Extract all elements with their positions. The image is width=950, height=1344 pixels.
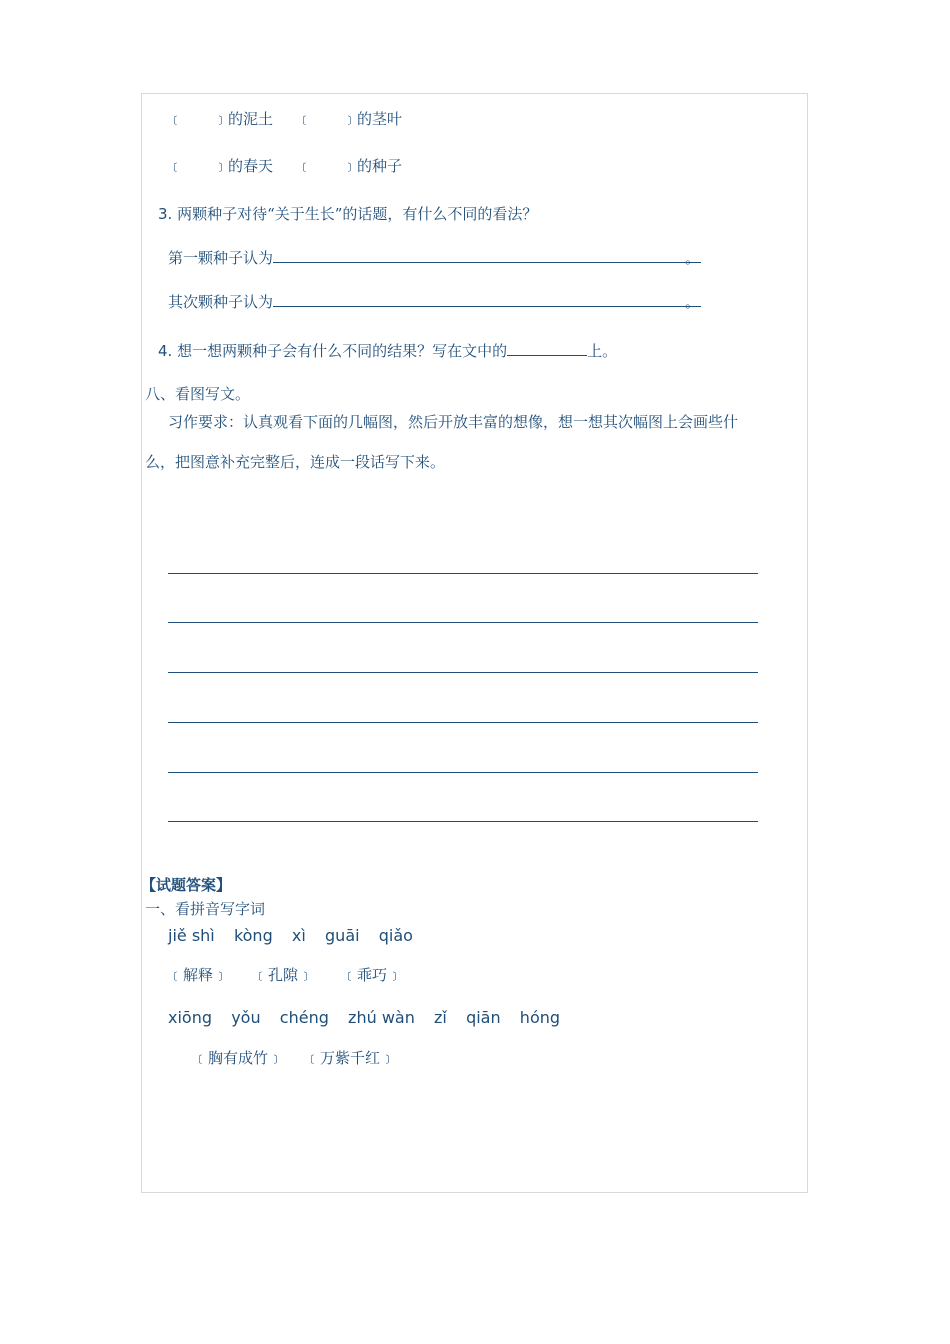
question-4 (158, 341, 617, 361)
question-number: 4. (158, 342, 173, 360)
pinyin: xiōng (168, 1008, 212, 1027)
answer-line-2 (168, 292, 701, 312)
paren-blank[interactable]: ﹝ ﹞ (297, 157, 358, 175)
pinyin: zǐ (434, 1008, 447, 1027)
question-number: 3. (158, 205, 173, 223)
fill-item (297, 109, 402, 129)
pinyin: yǒu (231, 1008, 261, 1027)
fill-word: 的春天 (228, 157, 274, 175)
question-3 (158, 204, 537, 224)
answer-blank[interactable] (273, 292, 685, 307)
question-text: 两颗种子对待“关于生长”的话题，有什么不同的看法？ (177, 205, 538, 223)
requirement-line: 习作要求：认真观看下面的几幅图，然后开放丰富的想像，想一想其次幅图上会画些什 (168, 413, 739, 431)
fill-item (168, 109, 273, 129)
answer-word: ﹝乖巧﹞ (342, 966, 403, 984)
writing-line[interactable] (168, 772, 758, 773)
answer-period-underline: 。 (685, 293, 701, 311)
fill-item (168, 156, 273, 176)
pinyin: chéng (279, 1008, 329, 1027)
question-text-end: 上。 (587, 342, 618, 360)
answers-section-heading: 一、看拼音写字词 (145, 900, 266, 918)
writing-line[interactable] (168, 672, 758, 673)
fill-word: 的泥土 (228, 110, 274, 128)
pinyin-row (168, 1008, 560, 1028)
answer-word: ﹝解释﹞ (168, 966, 229, 984)
answer-prefix: 第一颗种子认为 (168, 249, 274, 267)
requirement-line: 么，把图意补充完整后，连成一段话写下来。 (145, 453, 446, 471)
paren-blank[interactable]: ﹝ ﹞ (168, 157, 229, 175)
paren-blank[interactable]: ﹝ ﹞ (168, 110, 229, 128)
fill-word: 的茎叶 (357, 110, 403, 128)
pinyin: hóng (519, 1008, 561, 1027)
writing-line[interactable] (168, 722, 758, 723)
pinyin: qiǎo (378, 926, 413, 945)
fill-item (297, 156, 402, 176)
answers-title: 【试题答案】 (141, 876, 232, 894)
paren-blank[interactable]: ﹝ ﹞ (297, 110, 358, 128)
fill-word: 的种子 (357, 157, 403, 175)
answer-period-underline: 。 (685, 249, 701, 267)
pinyin-row (168, 926, 413, 946)
writing-line[interactable] (168, 573, 758, 574)
answer-blank[interactable] (507, 341, 587, 356)
section-heading: 八、看图写文。 (145, 385, 251, 403)
answer-word: ﹝胸有成竹﹞ (193, 1049, 284, 1067)
writing-line[interactable] (168, 821, 758, 822)
answer-word: ﹝孔隙﹞ (253, 966, 314, 984)
answer-line-1 (168, 248, 701, 268)
answer-word: ﹝万紫千红﹞ (305, 1049, 396, 1067)
pinyin: kòng (233, 926, 273, 945)
answer-blank[interactable] (273, 248, 685, 263)
writing-line[interactable] (168, 622, 758, 623)
pinyin: zhú wàn (348, 1008, 415, 1027)
pinyin: jiě shì (168, 926, 215, 945)
pinyin: guāi (325, 926, 360, 945)
pinyin: xì (291, 926, 306, 945)
pinyin: qiān (466, 1008, 501, 1027)
question-text: 想一想两颗种子会有什么不同的结果？写在文中的 (177, 342, 508, 360)
answer-prefix: 其次颗种子认为 (168, 293, 274, 311)
